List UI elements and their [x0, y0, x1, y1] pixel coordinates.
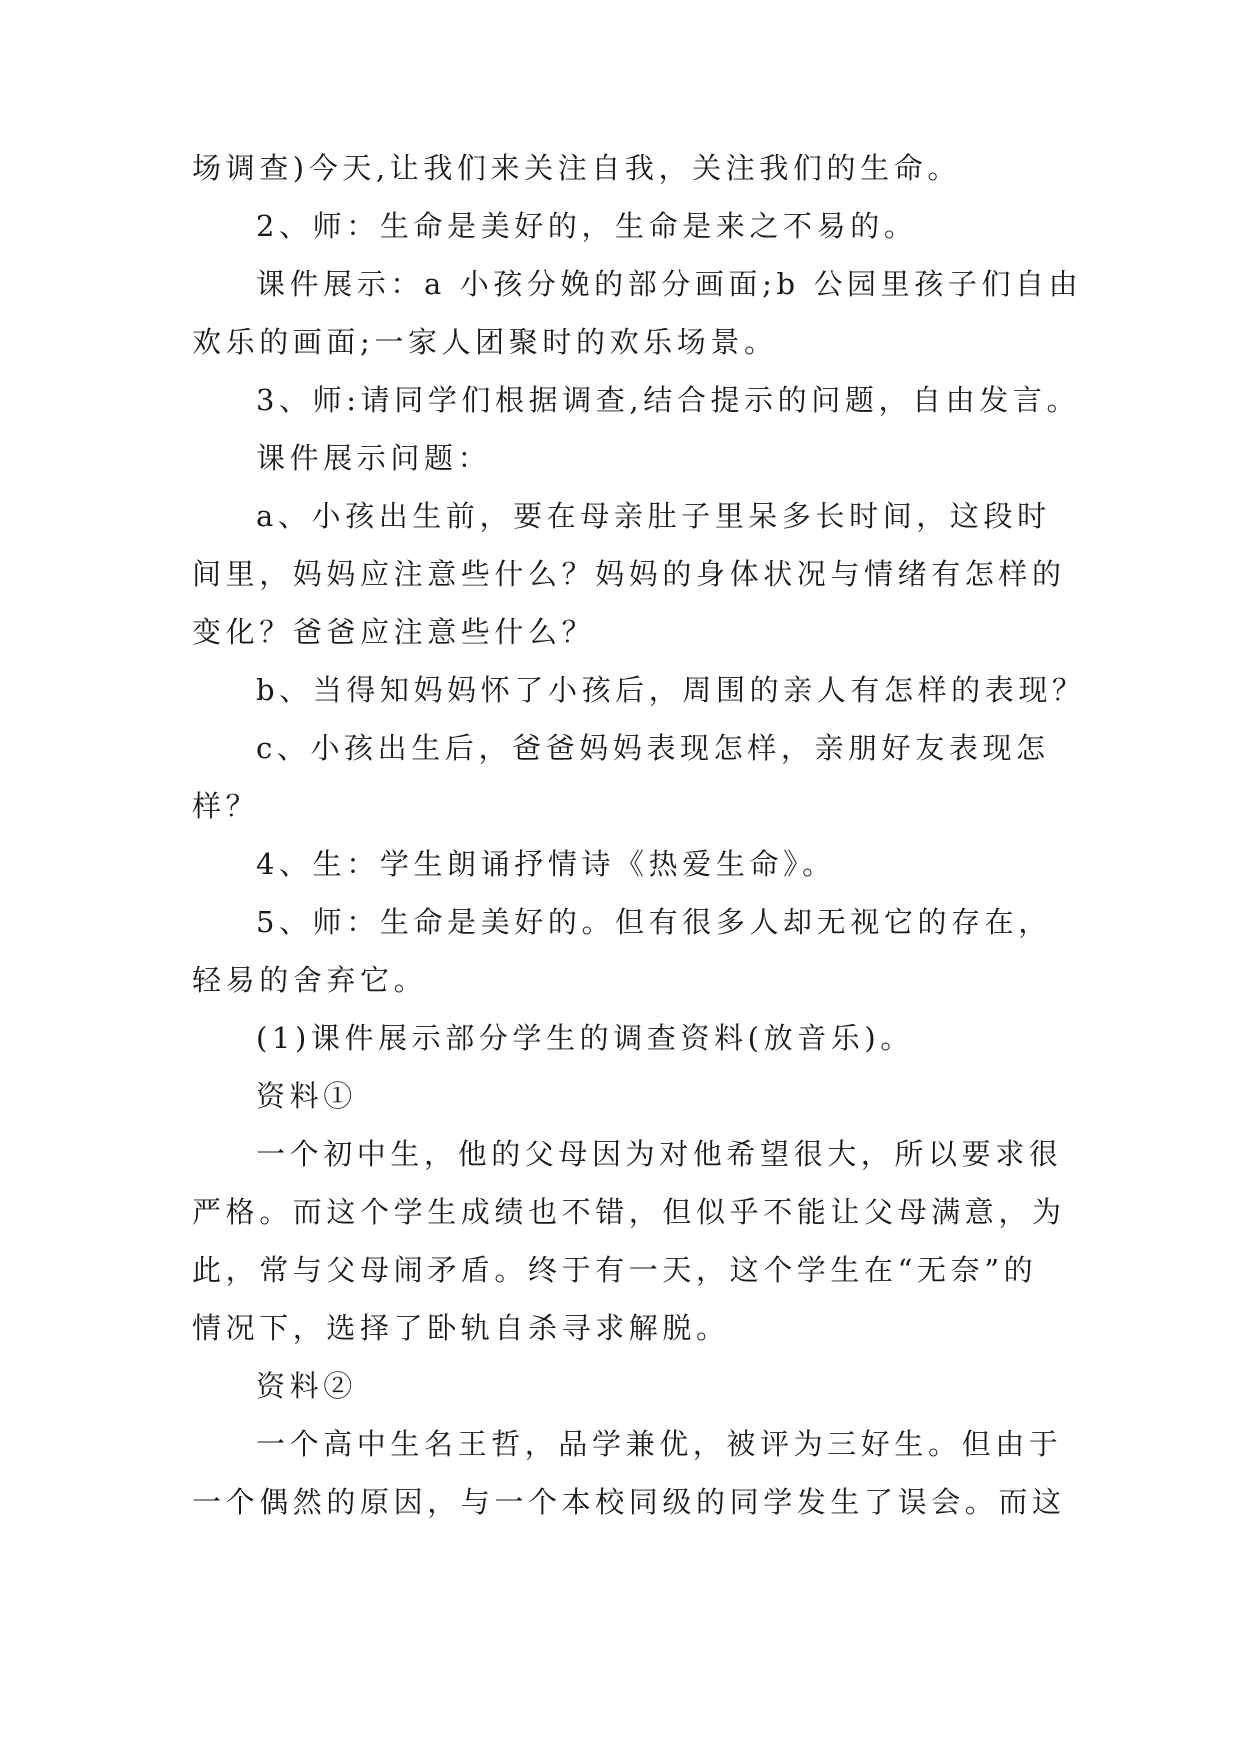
text-line: 4、生：学生朗诵抒情诗《热爱生命》。 [256, 847, 836, 881]
text-line: b、当得知妈妈怀了小孩后，周围的亲人有怎样的表现？ [256, 673, 1086, 707]
text-line: 3、师:请同学们根据调查,结合提示的问题，自由发言。 [256, 383, 1081, 417]
text-line: 样？ [192, 789, 260, 823]
text-line: 此，常与父母闹矛盾。终于有一天，这个学生在“无奈”的 [192, 1253, 1038, 1287]
text-line: 一个初中生，他的父母因为对他希望很大，所以要求很 [256, 1137, 1063, 1171]
text-line: 资料① [256, 1079, 357, 1113]
text-line: c、小孩出生后，爸爸妈妈表现怎样，亲朋好友表现怎 [256, 731, 1050, 765]
text-line: 一个高中生名王哲，品学兼优，被评为三好生。但由于 [256, 1427, 1063, 1461]
text-line: 变化？爸爸应注意些什么？ [192, 615, 596, 649]
text-line: (1)课件展示部分学生的调查资料(放音乐)。 [256, 1021, 914, 1055]
text-line: 2、师：生命是美好的，生命是来之不易的。 [256, 209, 918, 243]
text-line: 课件展示问题： [256, 441, 492, 475]
text-line: 课件展示：a 小孩分娩的部分画面;b 公园里孩子们自由 [256, 267, 1083, 301]
text-line: 严格。而这个学生成绩也不错，但似乎不能让父母满意，为 [192, 1195, 1066, 1229]
text-line: 5、师：生命是美好的。但有很多人却无视它的存在， [256, 905, 1052, 939]
text-line: 间里，妈妈应注意些什么？妈妈的身体状况与情绪有怎样的 [192, 557, 1066, 591]
text-line: 轻易的舍弃它。 [192, 963, 428, 997]
text-line: 场调查)今天,让我们来关注自我，关注我们的生命。 [192, 151, 961, 185]
text-line: a、小孩出生前，要在母亲肚子里呆多长时间，这段时 [256, 499, 1051, 533]
text-line: 情况下，选择了卧轨自杀寻求解脱。 [192, 1311, 730, 1345]
text-line: 资料② [256, 1369, 357, 1403]
text-line: 一个偶然的原因，与一个本校同级的同学发生了误会。而这 [192, 1485, 1066, 1519]
text-line: 欢乐的画面;一家人团聚时的欢乐场景。 [192, 325, 778, 359]
